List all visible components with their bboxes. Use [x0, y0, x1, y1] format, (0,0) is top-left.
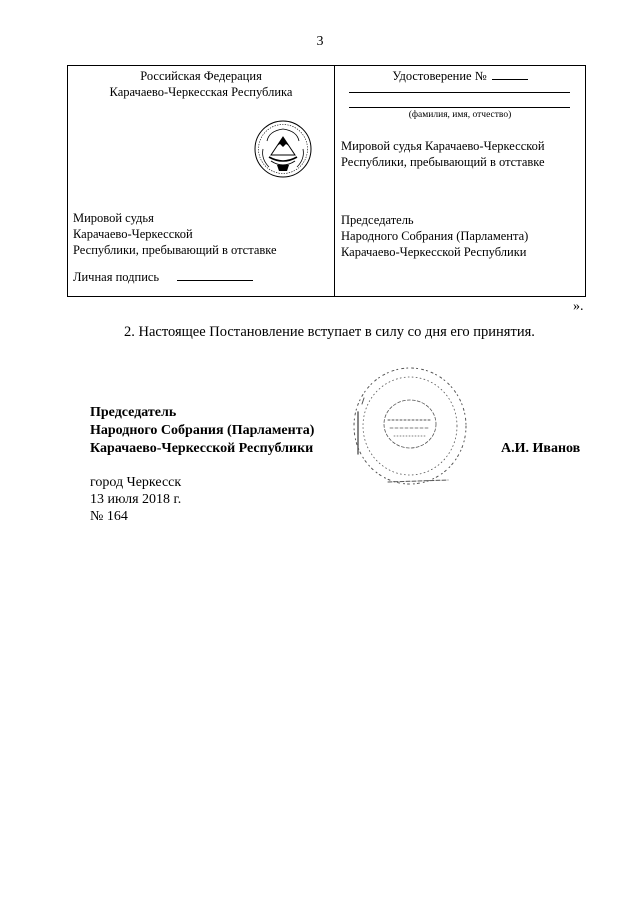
certificate-country: Российская Федерация [140, 69, 262, 83]
official-seal-icon [348, 364, 468, 490]
signature-label: Личная подпись [73, 270, 160, 284]
certificate-judge-line: Мировой судья [73, 211, 154, 225]
certificate-status-text [341, 138, 581, 170]
signature-field [73, 268, 253, 285]
certificate-title [334, 68, 586, 84]
document-number: № 164 [90, 509, 128, 524]
city: город Черкесск [90, 475, 182, 490]
signature-line [177, 268, 253, 281]
certificate-chair-line: Председатель [341, 213, 414, 227]
certificate-chair-line: Карачаево-Черкесской Республики [341, 245, 527, 259]
certificate-chair-text [341, 212, 581, 260]
name-line [349, 107, 570, 108]
place-date-number [90, 474, 181, 525]
certificate-number-line [492, 68, 528, 80]
closing-quote: ». [573, 299, 584, 314]
signatory-name: А.И. Иванов [501, 441, 581, 456]
certificate-title-text: Удостоверение № [392, 69, 487, 83]
name-line [349, 92, 570, 93]
signature-title-line: Председатель [90, 405, 177, 420]
certificate-divider [334, 66, 335, 296]
page-number: 3 [316, 34, 324, 49]
certificate-status-line: Мировой судья Карачаево-Черкесской [341, 139, 545, 153]
name-caption: (фамилия, имя, отчество) [408, 110, 512, 120]
certificate-region: Карачаево-Черкесская Республика [109, 85, 293, 99]
clause-text: 2. Настоящее Постановление вступает в силу со дня его принятия. [124, 324, 535, 340]
certificate-judge-line: Карачаево-Черкесской [73, 227, 193, 241]
certificate-status-line: Республики, пребывающий в отставке [341, 155, 545, 169]
certificate-chair-line: Народного Собрания (Парламента) [341, 229, 529, 243]
signature-title-line: Карачаево-Черкесской Республики [90, 441, 314, 456]
certificate-judge-text [73, 210, 328, 258]
date: 13 июля 2018 г. [90, 492, 182, 507]
certificate-judge-line: Республики, пребывающий в отставке [73, 243, 277, 257]
signature-title-line: Народного Собрания (Парламента) [90, 423, 315, 438]
coat-of-arms-icon [253, 119, 313, 179]
signature-title [90, 404, 314, 458]
certificate-table [67, 65, 586, 297]
